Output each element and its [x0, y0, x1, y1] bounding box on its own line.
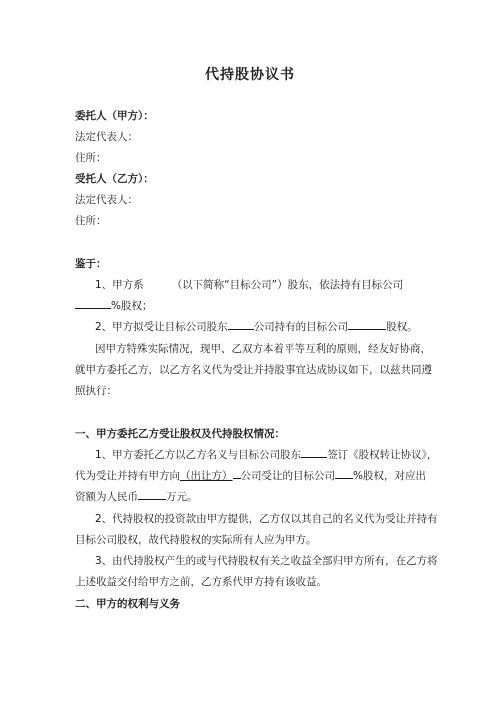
section-2-title: 二、甲方的权利与义务: [75, 598, 180, 610]
whereas-item-3-line-3: 照执行：: [75, 385, 117, 397]
section-1-para-1-line-1: [95, 447, 437, 462]
blank-field: [301, 447, 327, 458]
whereas-item-1: [95, 277, 403, 292]
section-1-para-1-line-3: [75, 489, 198, 504]
whereas-item-3-line-1: 因甲方特殊实际情况，现甲、乙双方本着平等互利的原则，经友好协商，: [95, 343, 431, 355]
whereas-1-part-b: （以下简称“目标公司”）股东，依法持有目标公司: [171, 279, 404, 291]
section-1-para-2-line-2: 目标公司股权，故代持股权的实际所有人应为甲方。: [75, 534, 317, 546]
whereas-1-part-c: %股权；: [111, 300, 153, 312]
blank-field: [228, 319, 254, 330]
whereas-heading: 鉴于：: [75, 258, 107, 270]
s1p1-part-b: 签订《股权转让协议》，: [327, 449, 438, 461]
document-title: 代持股协议书: [205, 67, 295, 83]
section-1-para-3-line-1: 3、由代持股权产生的或与代持股权有关之收益全部归甲方所有，在乙方将: [95, 555, 438, 567]
blank-field: [75, 298, 111, 309]
party-b-legal-rep: 法定代表人：: [75, 194, 138, 206]
section-1-para-1-line-2: [75, 468, 426, 483]
blank-field: [348, 319, 386, 330]
party-a-label: 委托人（甲方）：: [75, 110, 154, 122]
blank-field: [335, 468, 353, 479]
party-a-address: 住所：: [75, 152, 107, 164]
whereas-item-2: [95, 319, 418, 334]
section-1-para-2-line-1: 2、代持股权的投资款由甲方提供，乙方仅以其自己的名义代为受让并持有: [95, 513, 438, 525]
party-b-address: 住所：: [75, 215, 107, 227]
s1p1-part-d: （出让方）: [180, 470, 233, 482]
s1p1-part-e: 公司受让的目标公司: [240, 470, 335, 482]
section-1-title: 一、甲方委托乙方受让股权及代持股权情况：: [75, 428, 285, 440]
whereas-1-part-a: 1、甲方系: [95, 279, 144, 291]
blank-field: [138, 489, 166, 500]
s1p1-part-a: 1、甲方委托乙方以乙方名义与目标公司股东: [95, 449, 302, 461]
whereas-2-part-c: 股权。: [386, 321, 418, 333]
whereas-2-part-a: 2、甲方拟受让目标公司股东: [95, 321, 228, 333]
whereas-2-part-b: 公司持有的目标公司: [253, 321, 349, 333]
party-a-legal-rep: 法定代表人：: [75, 131, 138, 143]
section-1-para-3-line-2: 上述收益交付给甲方之前，乙方系代甲方持有该收益。: [75, 576, 327, 588]
party-b-label: 受托人（乙方）：: [75, 173, 154, 185]
s1p1-part-g: 资额为人民币: [75, 491, 138, 503]
s1p1-part-c: 代为受让并持有甲方向: [75, 470, 180, 482]
whereas-item-3-line-2: 就甲方委托乙方，以乙方名义代为受让并持股事宜达成协议如下，以兹共同遵: [75, 364, 432, 376]
s1p1-part-f: %股权，对应出: [353, 470, 426, 482]
s1p1-part-h: 万元。: [166, 491, 198, 503]
whereas-item-1-cont: [75, 298, 152, 313]
